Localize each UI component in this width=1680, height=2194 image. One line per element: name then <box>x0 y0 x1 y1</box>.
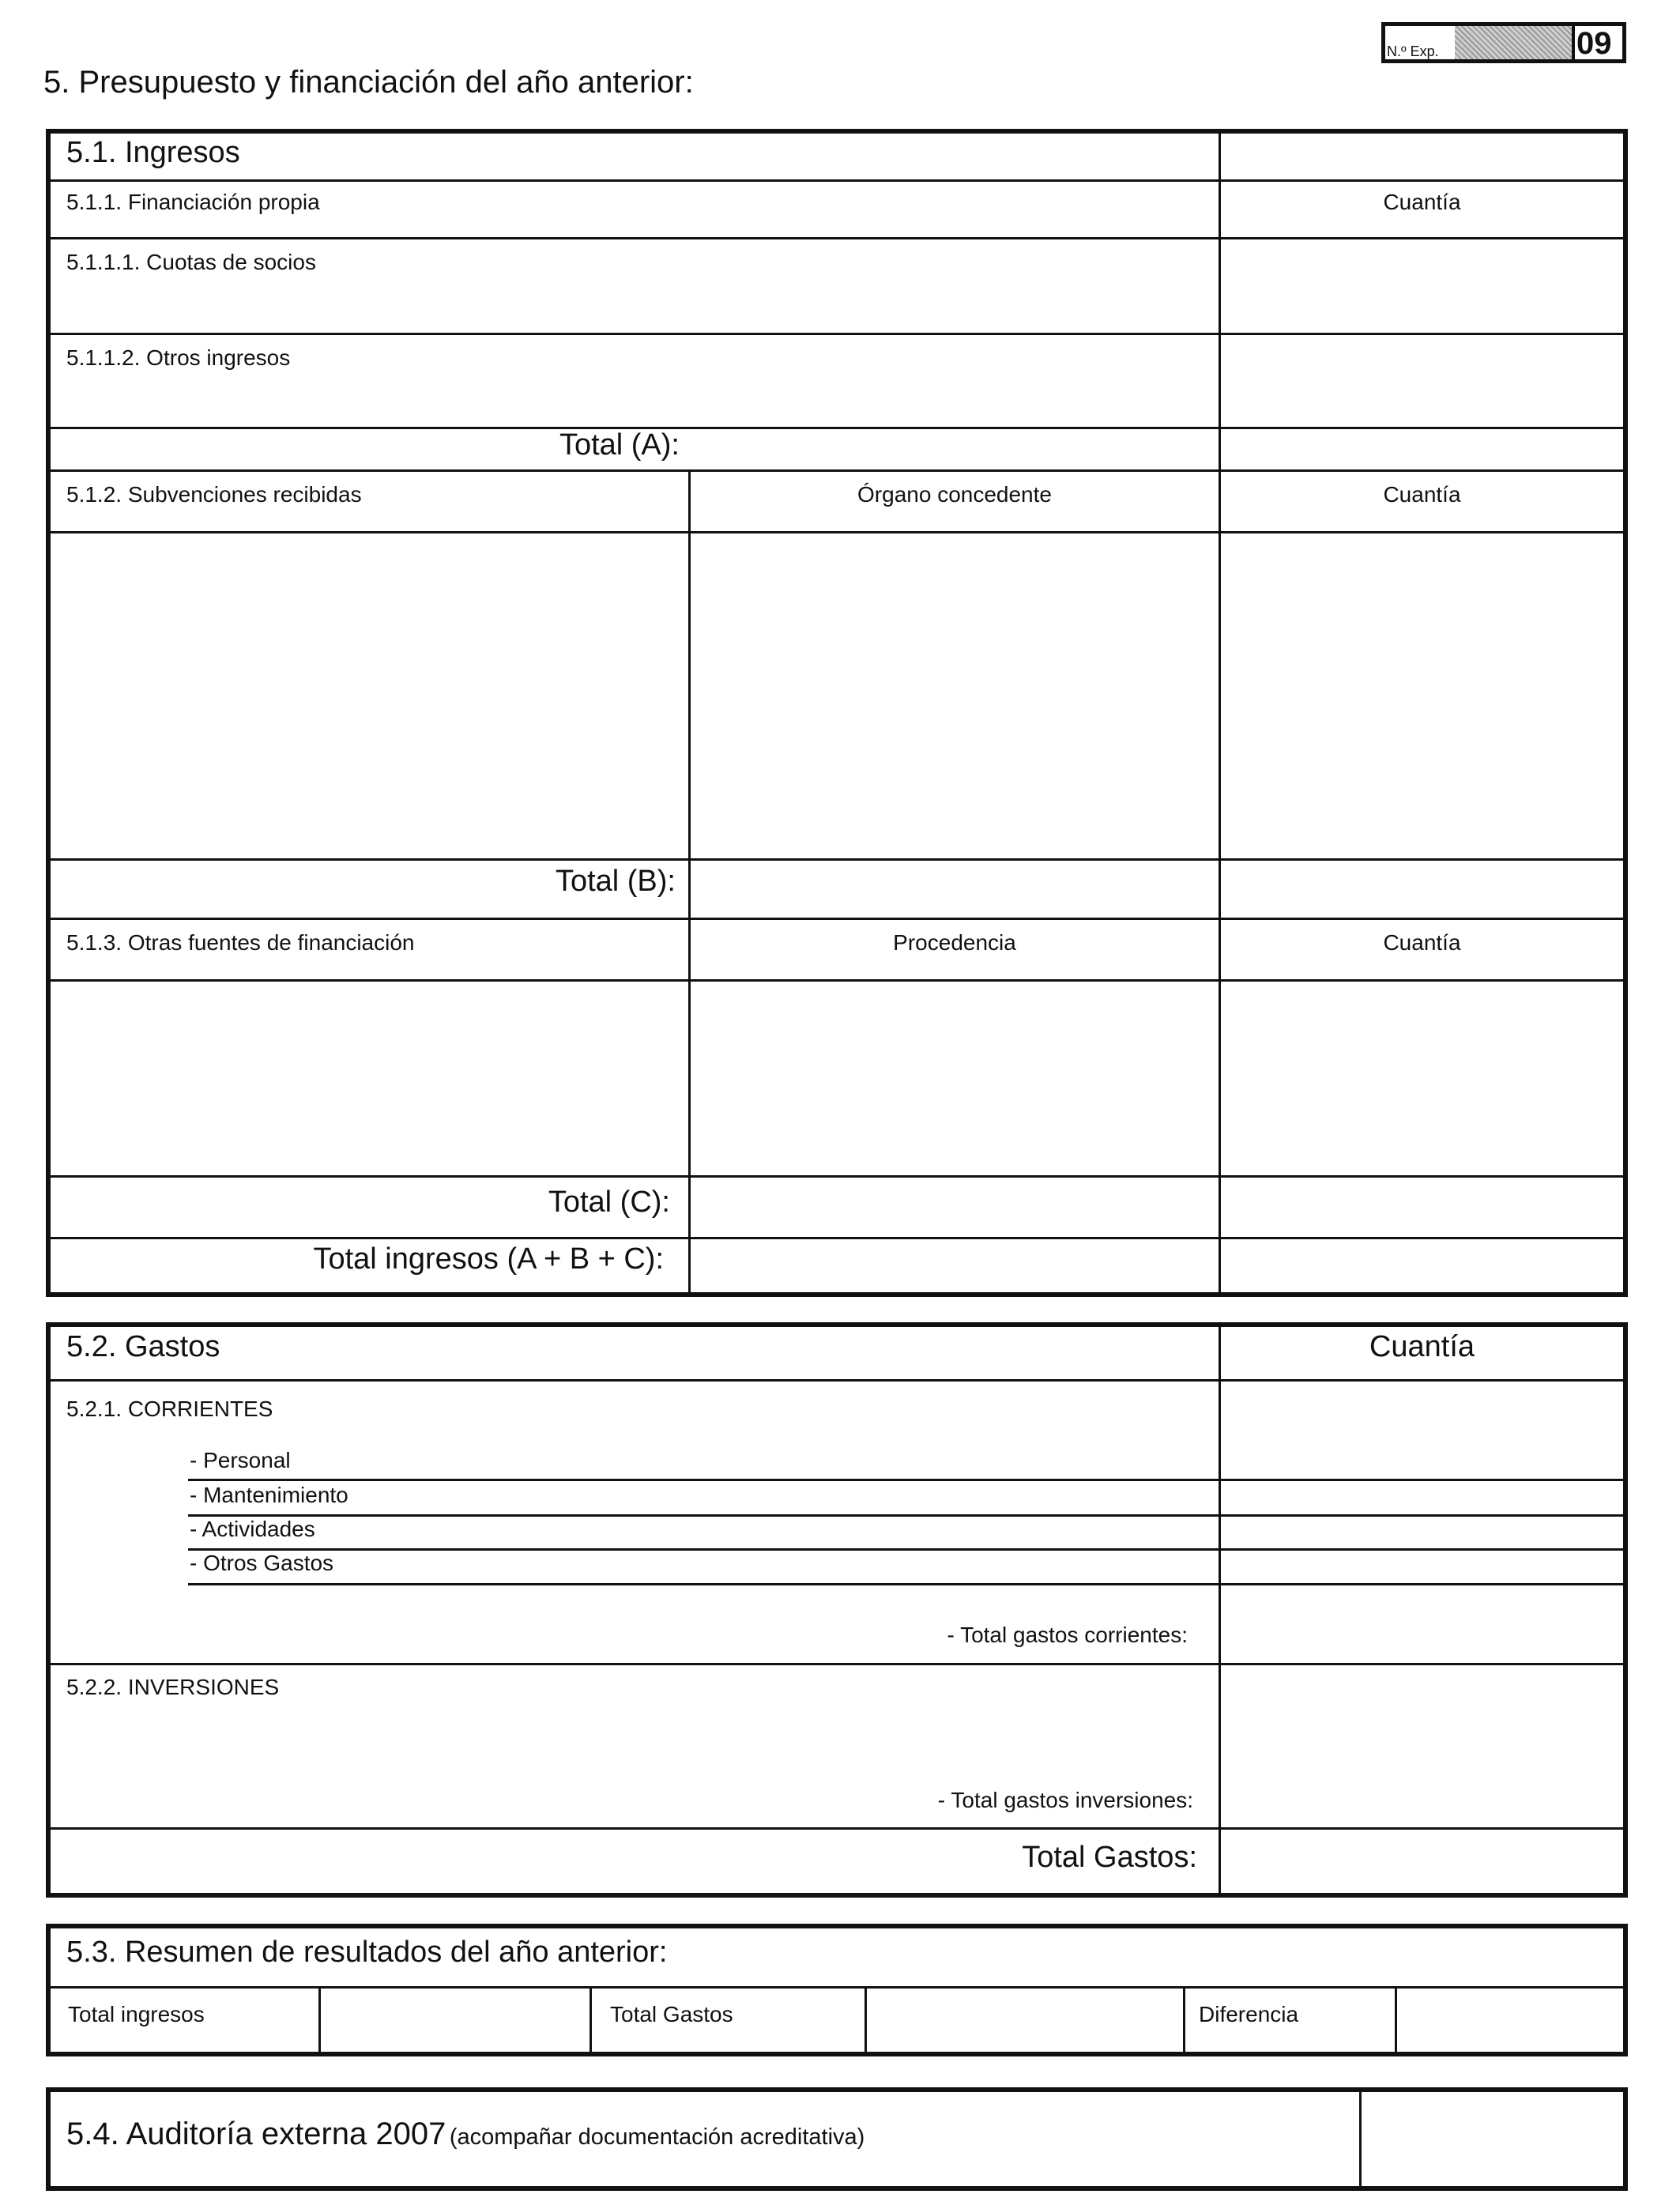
ingresos-title: 5.1. Ingresos <box>66 136 240 169</box>
expediente-box <box>1381 22 1626 63</box>
subvenciones-amount-list[interactable] <box>1221 533 1623 858</box>
gastos-title: 5.2. Gastos <box>66 1330 220 1363</box>
exp-number-cell <box>1572 26 1622 59</box>
total-a-label: Total (A): <box>559 428 680 462</box>
otros-ingresos-amount[interactable] <box>1221 335 1623 427</box>
total-b-label: Total (B): <box>555 865 676 898</box>
cuotas-socios-amount[interactable] <box>1221 239 1623 333</box>
total-c-amount[interactable] <box>1221 1178 1623 1237</box>
otras-fuentes-list[interactable] <box>51 982 688 1175</box>
procedencia-header: Procedencia <box>893 930 1016 955</box>
gasto-personal-label: - Personal <box>190 1448 291 1472</box>
exp-number: 09 <box>1576 26 1612 61</box>
cuantia-header-3: Cuantía <box>1383 930 1461 955</box>
gasto-personal-amount[interactable] <box>1221 1442 1623 1479</box>
resumen-title: 5.3. Resumen de resultados del año anterior: <box>66 1936 668 1969</box>
cuotas-socios-label: 5.1.1.1. Cuotas de socios <box>66 250 316 274</box>
resumen-total-gastos-label: Total Gastos <box>610 2002 733 2026</box>
cuantia-header-2: Cuantía <box>1383 482 1461 507</box>
resumen-total-gastos-value[interactable] <box>867 1989 1183 2052</box>
auditoria-title-line <box>66 2117 864 2152</box>
organo-concedente-header: Órgano concedente <box>857 482 1052 507</box>
auditoria-checkbox[interactable] <box>1362 2092 1623 2186</box>
resumen-total-ingresos-label: Total ingresos <box>68 2002 205 2026</box>
resumen-diferencia-label: Diferencia <box>1199 2002 1299 2026</box>
total-c-label: Total (C): <box>548 1186 670 1219</box>
total-inversiones-amount[interactable] <box>1221 1665 1623 1827</box>
cuantia-header-1: Cuantía <box>1383 190 1461 214</box>
gastos-cuantia-header: Cuantía <box>1369 1330 1475 1363</box>
gasto-mantenimiento-amount[interactable] <box>1221 1481 1623 1514</box>
organo-concedente-list[interactable] <box>691 533 1219 858</box>
otros-ingresos-label: 5.1.1.2. Otros ingresos <box>66 345 291 370</box>
gasto-otros-amount[interactable] <box>1221 1551 1623 1583</box>
auditoria-title: 5.4. Auditoría externa 2007 <box>66 2117 446 2151</box>
total-inversiones-label: - Total gastos inversiones: <box>937 1788 1193 1812</box>
financiacion-propia-label: 5.1.1. Financiación propia <box>66 190 320 214</box>
gasto-actividades-label: - Actividades <box>190 1517 315 1541</box>
gasto-otros-label: - Otros Gastos <box>190 1551 334 1575</box>
auditoria-note: (acompañar documentación acreditativa) <box>449 2124 865 2150</box>
resumen-diferencia-value[interactable] <box>1397 1989 1623 2052</box>
total-ingresos-label: Total ingresos (A + B + C): <box>313 1242 664 1276</box>
total-corrientes-amount[interactable] <box>1221 1585 1623 1663</box>
resumen-total-ingresos-value[interactable] <box>321 1989 590 2052</box>
gasto-mantenimiento-label: - Mantenimiento <box>190 1483 348 1507</box>
total-a-amount[interactable] <box>1221 429 1623 469</box>
gasto-actividades-amount[interactable] <box>1221 1517 1623 1548</box>
otras-fuentes-amount-list[interactable] <box>1221 982 1623 1175</box>
page-title: 5. Presupuesto y financiación del año anterior: <box>43 65 694 100</box>
total-gastos-label: Total Gastos: <box>1022 1841 1197 1874</box>
total-gastos-amount[interactable] <box>1221 1830 1623 1893</box>
procedencia-list[interactable] <box>691 982 1219 1175</box>
subvenciones-label: 5.1.2. Subvenciones recibidas <box>66 482 362 507</box>
exp-label: N.º Exp. <box>1387 43 1439 59</box>
corrientes-label: 5.2.1. CORRIENTES <box>66 1397 273 1421</box>
inversiones-label: 5.2.2. INVERSIONES <box>66 1675 280 1699</box>
total-ingresos-amount[interactable] <box>1221 1239 1623 1293</box>
subvenciones-list[interactable] <box>51 533 688 858</box>
total-corrientes-label: - Total gastos corrientes: <box>947 1623 1188 1647</box>
otras-fuentes-label: 5.1.3. Otras fuentes de financiación <box>66 930 415 955</box>
total-b-amount[interactable] <box>1221 861 1623 918</box>
